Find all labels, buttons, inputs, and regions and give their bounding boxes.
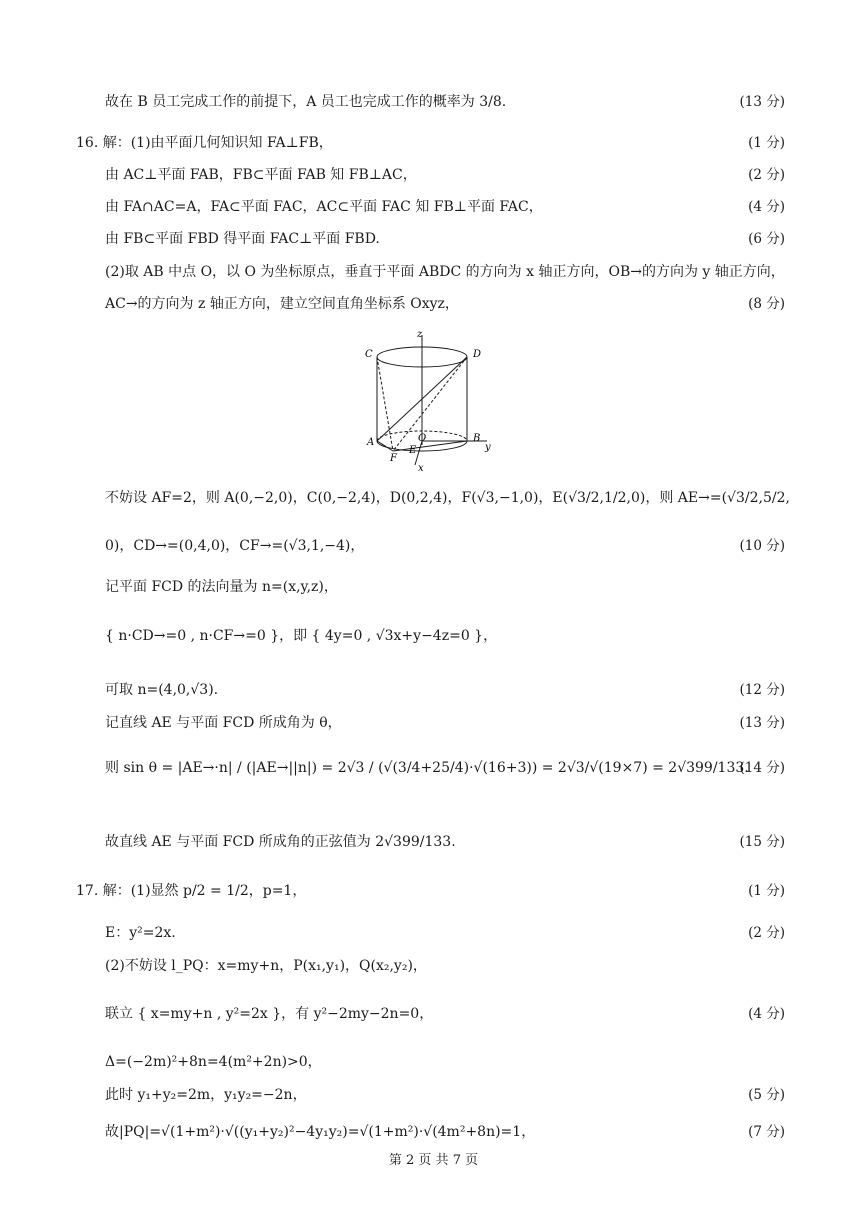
label-B: B [473,433,481,444]
label-y: y [485,442,491,453]
label-C: C [365,349,373,360]
label-E: E [409,445,417,456]
line-text: 0)，CD→=(0,4,0)，CF→=(√3,1,−4)， [105,538,365,554]
line-text: 此时 y₁+y₂=2m，y₁y₂=−2n， [105,1087,307,1103]
label-x: x [418,463,424,473]
line-text: 不妨设 AF=2，则 A(0,−2,0)，C(0,−2,4)，D(0,2,4)，F(√3,−1,0)，E(√3/2,1/2,0)，则 AE→=(√3/2,5/2, [105,490,790,506]
label-z: z [417,329,423,340]
label-A: A [367,437,375,448]
line-score: (5 分) [748,1087,785,1103]
line-score: (13 分) [739,715,785,731]
line-text: 由 FB⊂平面 FBD 得平面 FAC⊥平面 FBD. [105,231,380,247]
line-text: 则 sin θ = |AE→·n| / (|AE→||n|) = 2√3 / (√(3/4+25/4)·√(16+3)) = 2√3/√(19×7) = 2√399/133. [105,760,749,776]
label-F: F [390,453,397,464]
line-text: 由 FA∩AC=A，FA⊂平面 FAC，AC⊂平面 FAC 知 FB⊥平面 FAC， [105,199,543,215]
line-score: (10 分) [739,538,785,554]
line-score: (14 分) [739,760,785,776]
label-D: D [473,349,482,360]
line-score: (7 分) [748,1124,785,1140]
line-text: 联立 { x=my+n , y²=2x }，有 y²−2my−2n=0， [105,1006,434,1022]
line-text: 17. 解：(1)显然 p/2 = 1/2，p=1， [76,883,307,899]
line-text: 故在 B 员工完成工作的前提下，A 员工也完成工作的概率为 3/8. [105,94,507,110]
cylinder-diagram [365,327,505,473]
line-score: (1 分) [748,883,785,899]
line-score: (4 分) [748,1006,785,1022]
line-text: (2)不妨设 l_PQ：x=my+n，P(x₁,y₁)，Q(x₂,y₂)， [105,958,427,974]
line-text: (2)取 AB 中点 O，以 O 为坐标原点，垂直于平面 ABDC 的方向为 x 轴正方向，OB→的方向为 y 轴正方向， [105,264,785,280]
line-text: 可取 n=(4,0,√3). [105,682,219,698]
line-score: (8 分) [748,296,785,312]
line-score: (2 分) [748,167,785,183]
line-score: (12 分) [739,682,785,698]
line-score: (13 分) [739,94,785,110]
line-text: 记直线 AE 与平面 FCD 所成角为 θ， [105,715,342,731]
line-score: (15 分) [739,834,785,850]
line-text: 故|PQ|=√(1+m²)·√((y₁+y₂)²−4y₁y₂)=√(1+m²)·√(4m²+8n)=1， [105,1124,536,1140]
line-text: 记平面 FCD 的法向量为 n=(x,y,z)， [105,579,338,595]
line-score: (1 分) [748,135,785,151]
line-text: 16. 解：(1)由平面几何知识知 FA⊥FB， [76,135,333,151]
line-text: Δ=(−2m)²+8n=4(m²+2n)>0， [105,1054,322,1070]
line-text: E：y²=2x. [105,925,176,941]
line-text: 由 AC⊥平面 FAB，FB⊂平面 FAB 知 FB⊥AC， [105,167,417,183]
line-score: (6 分) [748,231,785,247]
label-O: O [418,433,427,444]
line-text: { n·CD→=0 , n·CF→=0 }，即 { 4y=0 , √3x+y−4z=0 }， [105,628,498,644]
line-score: (2 分) [748,925,785,941]
line-text: 故直线 AE 与平面 FCD 所成角的正弦值为 2√399/133. [105,834,456,850]
line-score: (4 分) [748,199,785,215]
line-text: AC→的方向为 z 轴正方向，建立空间直角坐标系 Oxyz， [105,296,459,312]
page-footer: 第 2 页 共 7 页 [388,1153,479,1168]
